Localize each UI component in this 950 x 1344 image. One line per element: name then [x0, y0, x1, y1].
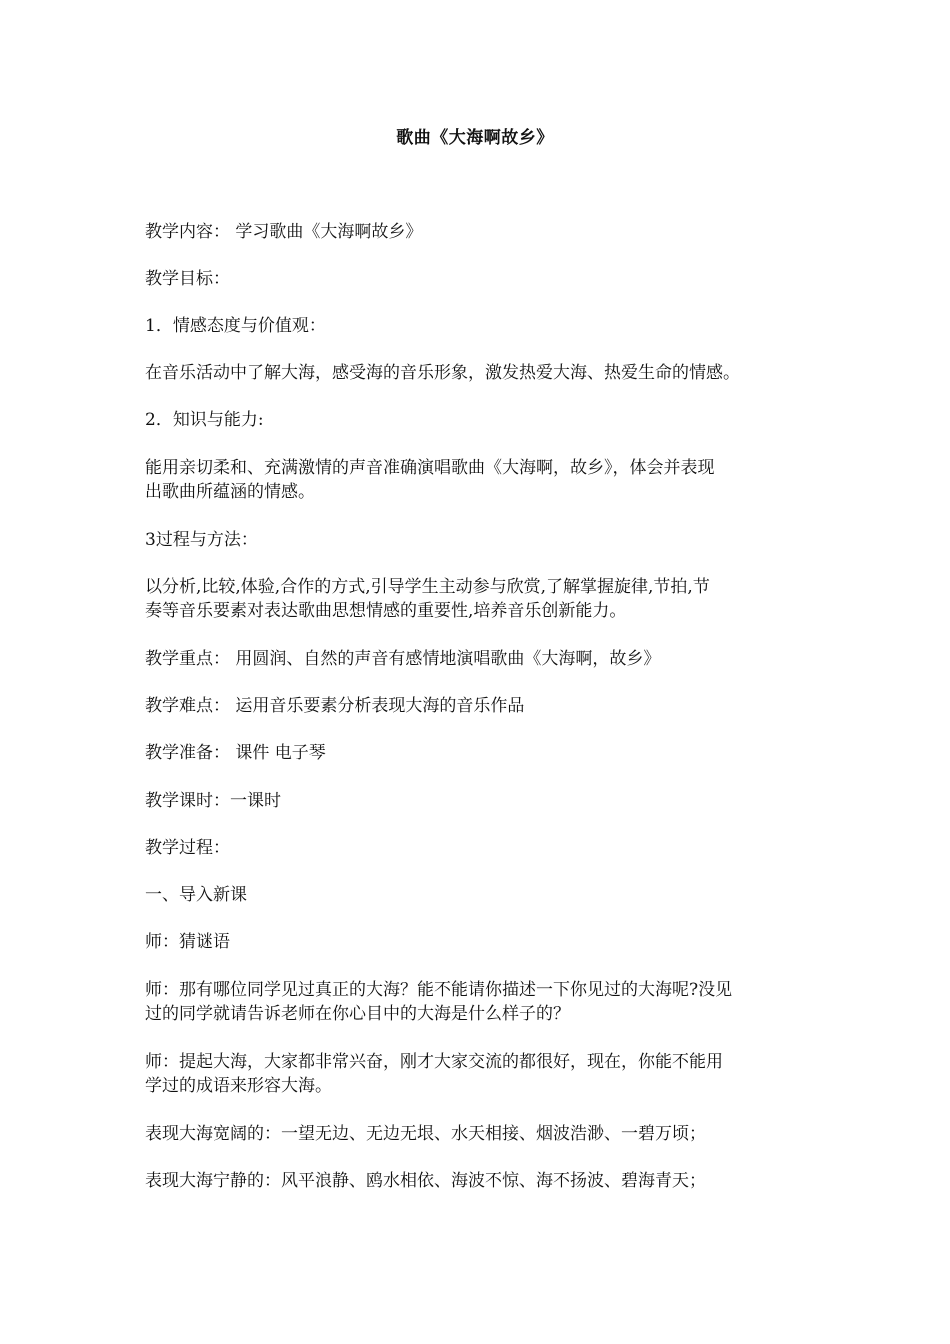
paragraph-question-sea	[145, 978, 815, 1026]
paragraph-line: 教学内容： 学习歌曲《大海啊故乡》	[145, 222, 423, 242]
paragraph-line: 能用亲切柔和、充满激情的声音准确演唱歌曲《大海啊，故乡》，体会并表现	[145, 458, 715, 478]
paragraph-key-points	[145, 647, 815, 671]
paragraph-line: 2．知识与能力:	[145, 410, 264, 430]
paragraph-line: 教学课时：一课时	[145, 791, 281, 811]
paragraph-line: 教学准备： 课件 电子琴	[145, 743, 326, 763]
paragraph-idioms-calm	[145, 1169, 815, 1193]
paragraph-idioms-prompt	[145, 1050, 815, 1098]
paragraph-teaching-process	[145, 836, 815, 860]
paragraph-class-hours	[145, 789, 815, 813]
paragraph-line: 过的同学就请告诉老师在你心目中的大海是什么样子的？	[145, 1004, 570, 1024]
document-title: 歌曲《大海啊故乡》	[396, 128, 554, 148]
paragraph-line: 教学重点： 用圆润、自然的声音有感情地演唱歌曲《大海啊，故乡》	[145, 649, 661, 669]
paragraph-goal-2-text	[145, 456, 815, 504]
paragraph-line: 在音乐活动中了解大海，感受海的音乐形象，激发热爱大海、热爱生命的情感。	[145, 363, 740, 383]
paragraph-goal-2-heading	[145, 408, 815, 432]
paragraph-line: 师：那有哪位同学见过真正的大海？能不能请你描述一下你见过的大海呢?没见	[145, 980, 733, 1000]
paragraph-line: 奏等音乐要素对表达歌曲思想情感的重要性,培养音乐创新能力。	[145, 601, 627, 621]
paragraph-goal-3-text	[145, 575, 815, 623]
paragraph-section-1	[145, 883, 815, 907]
paragraph-idioms-wide	[145, 1122, 815, 1146]
paragraph-line: 3过程与方法：	[145, 530, 258, 550]
paragraph-line: 以分析,比较,体验,合作的方式,引导学生主动参与欣赏,了解掌握旋律,节拍,节	[145, 577, 710, 597]
paragraph-goal-3-heading	[145, 528, 815, 552]
paragraph-goal-1-heading	[145, 314, 815, 338]
paragraph-teaching-content	[145, 220, 815, 244]
paragraph-teaching-goals	[145, 267, 815, 291]
paragraph-line: 师：提起大海，大家都非常兴奋，刚才大家交流的都很好，现在，你能不能用	[145, 1052, 723, 1072]
paragraph-preparation	[145, 741, 815, 765]
paragraph-line: 教学目标：	[145, 269, 230, 289]
paragraph-line: 1．情感态度与价值观：	[145, 316, 326, 336]
paragraph-line: 教学难点： 运用音乐要素分析表现大海的音乐作品	[145, 696, 525, 716]
paragraph-line: 师：猜谜语	[145, 932, 230, 952]
paragraph-line: 一、导入新课	[145, 885, 247, 905]
paragraph-line: 教学过程：	[145, 838, 230, 858]
paragraph-line: 表现大海宽阔的：一望无边、无边无垠、水天相接、烟波浩渺、一碧万顷；	[145, 1124, 706, 1144]
paragraph-riddle	[145, 930, 815, 954]
paragraph-difficulties	[145, 694, 815, 718]
paragraph-line: 学过的成语来形容大海。	[145, 1076, 332, 1096]
paragraph-line: 表现大海宁静的：风平浪静、鸥水相依、海波不惊、海不扬波、碧海青天；	[145, 1171, 706, 1191]
paragraph-line: 出歌曲所蕴涵的情感。	[145, 482, 315, 502]
paragraph-goal-1-text	[145, 361, 815, 385]
